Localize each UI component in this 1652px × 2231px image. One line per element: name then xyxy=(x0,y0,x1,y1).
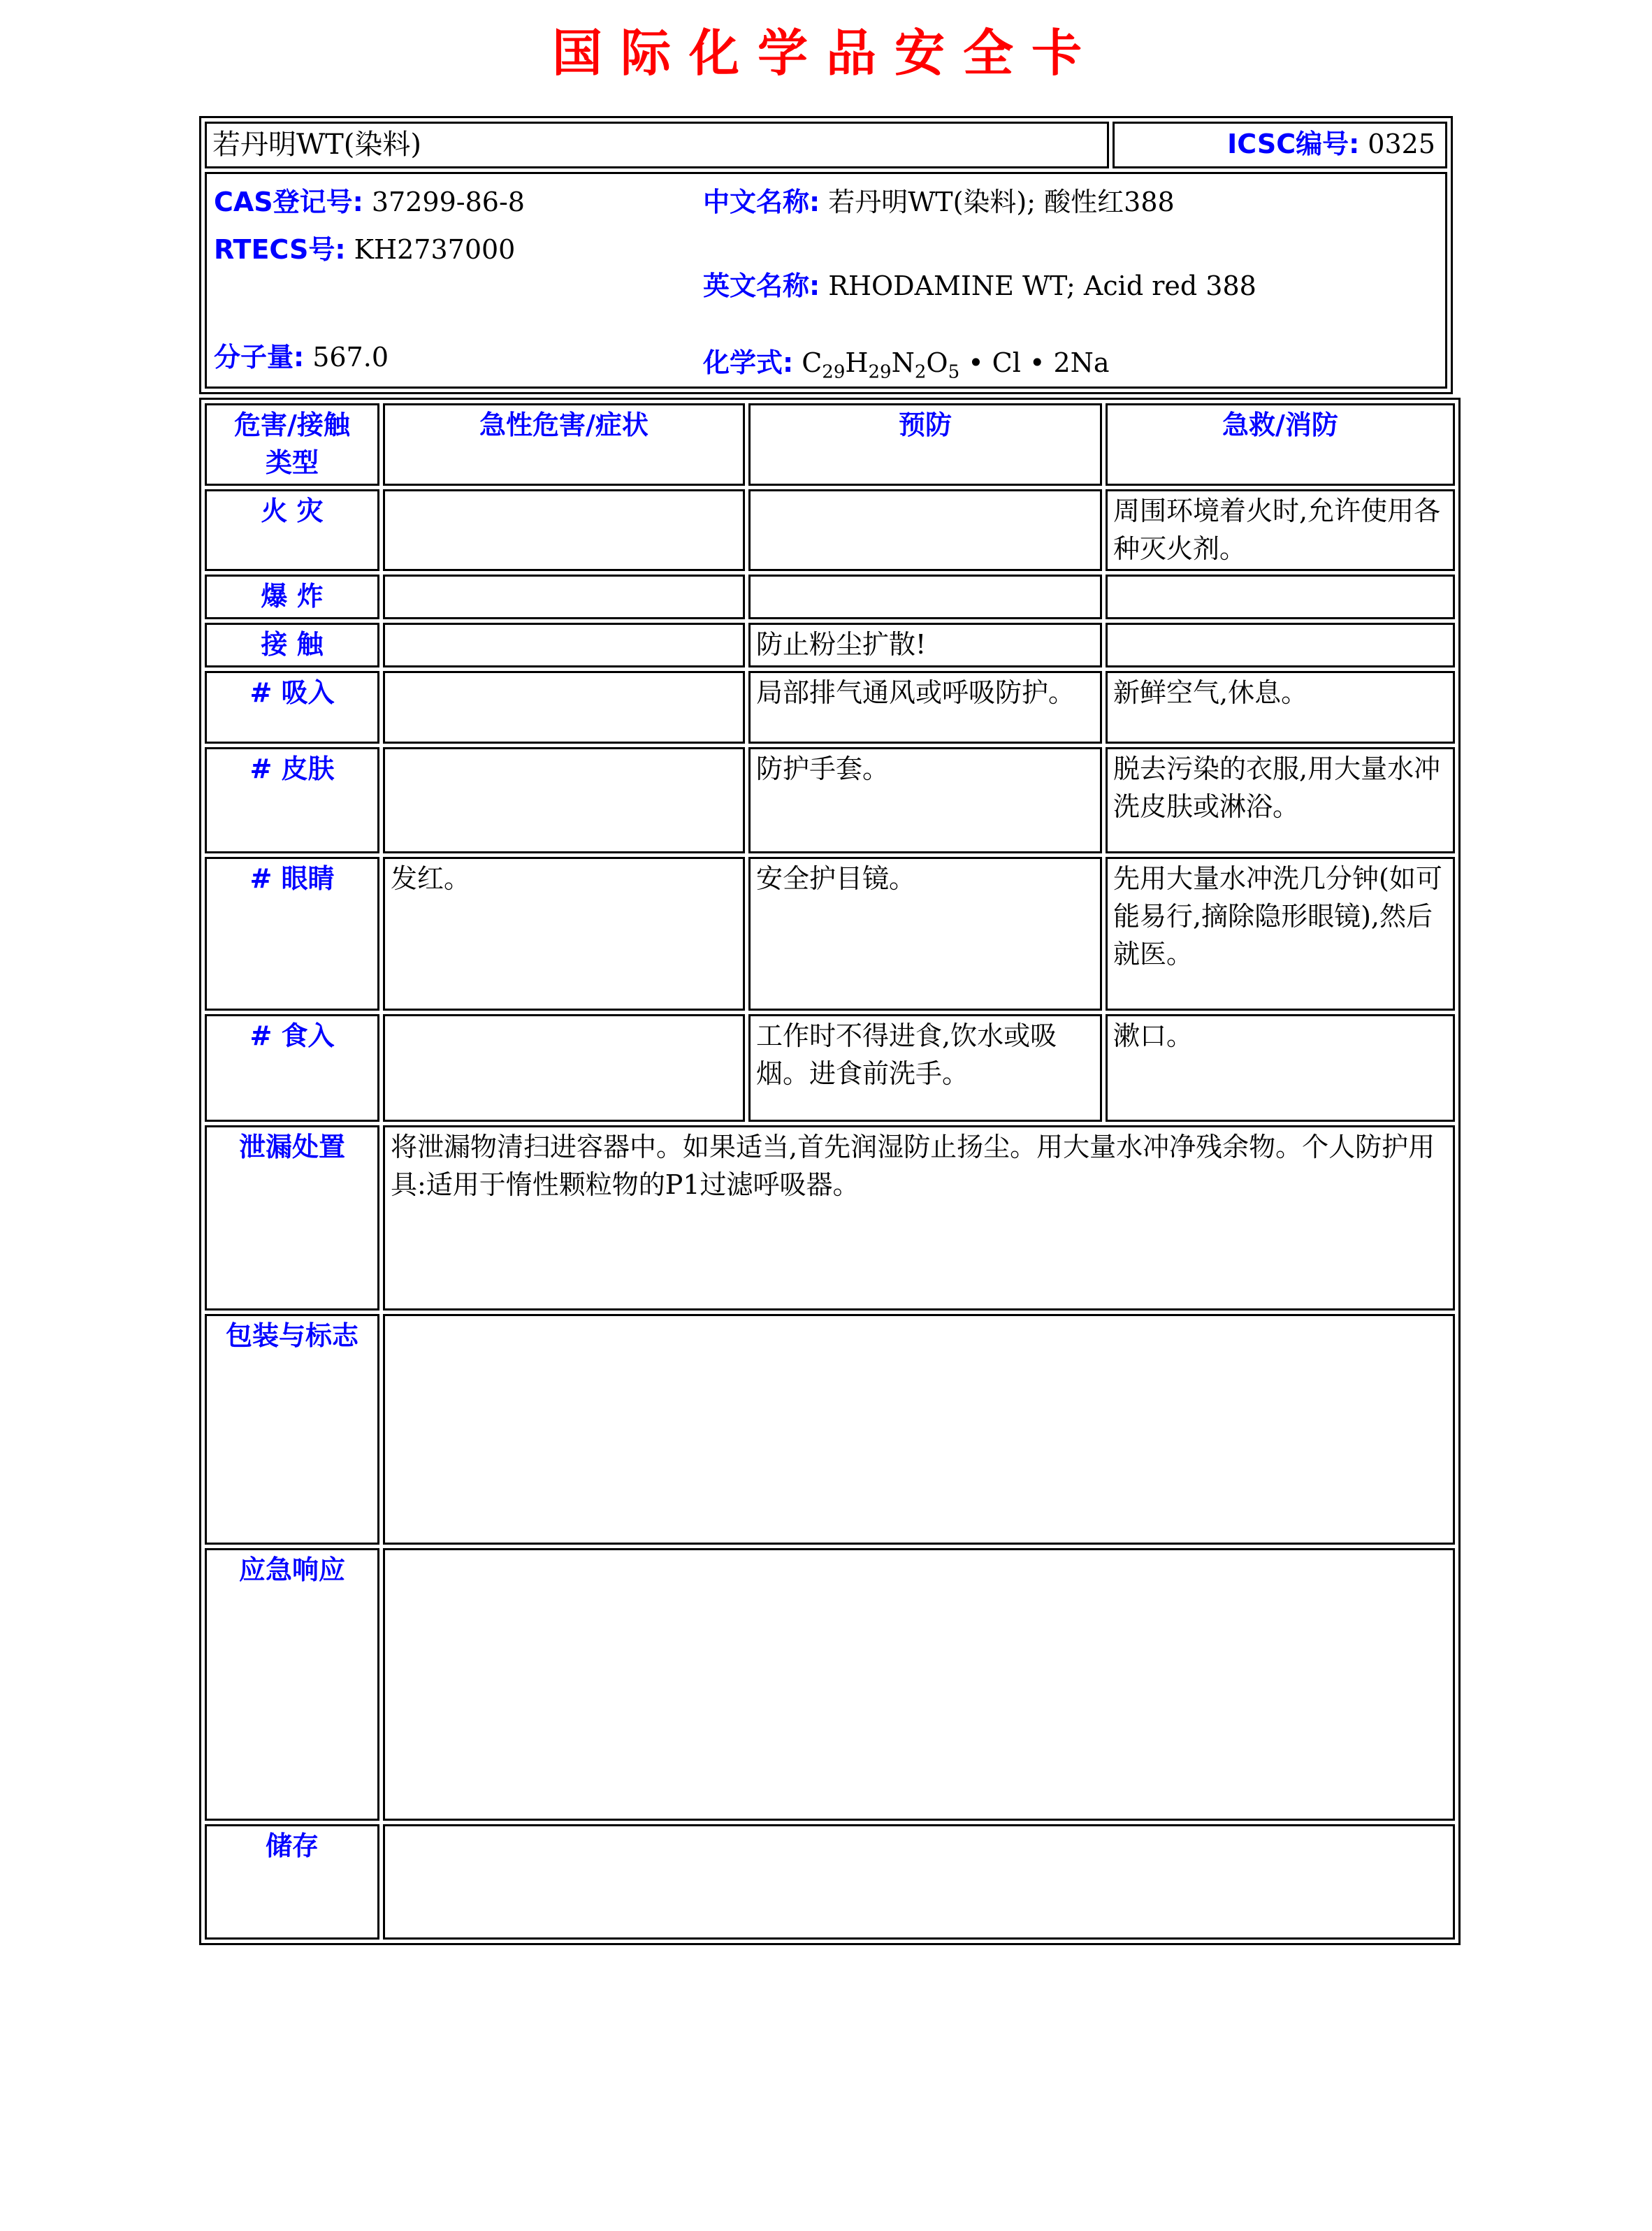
identification-table xyxy=(199,116,1453,394)
cas-label: CAS登记号: xyxy=(214,186,363,217)
cell-explosion-prevention xyxy=(748,575,1102,619)
cell-fire-prevention xyxy=(748,489,1102,572)
row-label-packaging: 包装与标志 xyxy=(205,1314,379,1545)
product-name: 若丹明WT(染料) xyxy=(205,122,1109,168)
rtecs-value: KH2737000 xyxy=(354,233,516,265)
cell-eyes-symptoms: 发红。 xyxy=(383,857,745,1011)
cell-emergency-response-content xyxy=(383,1548,1455,1821)
identifiers-right-column xyxy=(703,178,1438,382)
cell-explosion-first-aid xyxy=(1106,575,1455,619)
identifiers-cell xyxy=(205,172,1447,389)
chinese-name-value: 若丹明WT(染料); 酸性红388 xyxy=(828,186,1175,217)
row-label-fire: 火 灾 xyxy=(205,489,379,572)
cell-exposure-first-aid xyxy=(1106,623,1455,667)
row-label-storage: 储存 xyxy=(205,1824,379,1940)
row-label-ingestion: # 食入 xyxy=(205,1014,379,1122)
cell-exposure-prevention: 防止粉尘扩散! xyxy=(748,623,1102,667)
identifiers-left-column xyxy=(214,178,703,382)
cell-fire-symptoms xyxy=(383,489,745,572)
row-label-emergency-response: 应急响应 xyxy=(205,1548,379,1821)
hazard-header-row xyxy=(205,403,1455,486)
identifiers-grid xyxy=(214,178,1438,382)
table-row-eyes xyxy=(205,857,1455,1011)
cell-eyes-first-aid: 先用大量水冲洗几分钟(如可能易行,摘除隐形眼镜),然后就医。 xyxy=(1106,857,1455,1011)
col-header-hazard-type-line2: 类型 xyxy=(265,447,319,478)
table-row-explosion xyxy=(205,575,1455,619)
table-row-emergency-response xyxy=(205,1548,1455,1821)
cell-explosion-symptoms xyxy=(383,575,745,619)
english-name-label: 英文名称: xyxy=(703,270,820,301)
cell-ingestion-prevention: 工作时不得进食,饮水或吸烟。进食前洗手。 xyxy=(748,1014,1102,1122)
cas-value: 37299-86-8 xyxy=(371,186,525,217)
cell-skin-first-aid: 脱去污染的衣服,用大量水冲洗皮肤或淋浴。 xyxy=(1106,747,1455,853)
cell-ingestion-first-aid: 漱口。 xyxy=(1106,1014,1455,1122)
formula-line xyxy=(703,345,1438,382)
chinese-name-line xyxy=(703,184,1438,222)
row-label-spillage: 泄漏处置 xyxy=(205,1125,379,1311)
cell-skin-prevention: 防护手套。 xyxy=(748,747,1102,853)
icsc-label: ICSC编号: xyxy=(1227,129,1360,160)
table-row-skin xyxy=(205,747,1455,853)
english-name-line xyxy=(703,268,1438,305)
row-label-eyes: # 眼睛 xyxy=(205,857,379,1011)
col-header-hazard-type-line1: 危害/接触 xyxy=(234,409,350,440)
col-header-hazard-type xyxy=(205,403,379,486)
col-header-symptoms: 急性危害/症状 xyxy=(383,403,745,486)
row-label-skin: # 皮肤 xyxy=(205,747,379,853)
table-row-ingestion xyxy=(205,1014,1455,1122)
table-row-inhalation xyxy=(205,671,1455,744)
formula-label: 化学式: xyxy=(703,347,794,378)
cell-inhalation-prevention: 局部排气通风或呼吸防护。 xyxy=(748,671,1102,744)
safety-card-sheet xyxy=(199,13,1453,1945)
cell-storage-content xyxy=(383,1824,1455,1940)
cell-inhalation-symptoms xyxy=(383,671,745,744)
rtecs-line xyxy=(214,231,703,269)
cell-skin-symptoms xyxy=(383,747,745,853)
col-header-prevention: 预防 xyxy=(748,403,1102,486)
cell-fire-first-aid: 周围环境着火时,允许使用各种灭火剂。 xyxy=(1106,489,1455,572)
table-row-packaging xyxy=(205,1314,1455,1545)
chinese-name-label: 中文名称: xyxy=(703,186,820,217)
cell-eyes-prevention: 安全护目镜。 xyxy=(748,857,1102,1011)
row-label-explosion: 爆 炸 xyxy=(205,575,379,619)
molecular-weight-line xyxy=(214,339,703,377)
page-title: 国际化学品安全卡 xyxy=(551,23,1100,82)
molecular-weight-value: 567.0 xyxy=(312,341,389,373)
icsc-number: 0325 xyxy=(1368,129,1435,160)
molecular-weight-label: 分子量: xyxy=(214,341,305,373)
cell-spillage-content: 将泄漏物清扫进容器中。如果适当,首先润湿防止扬尘。用大量水冲净残余物。个人防护用具:适用于惰性颗粒物的P1过滤呼吸器。 xyxy=(383,1125,1455,1311)
hazard-table xyxy=(199,398,1461,1946)
col-header-first-aid: 急救/消防 xyxy=(1106,403,1455,486)
table-row-spillage xyxy=(205,1125,1455,1311)
table-row-fire xyxy=(205,489,1455,572)
icsc-number-cell xyxy=(1113,122,1447,168)
cell-inhalation-first-aid: 新鲜空气,休息。 xyxy=(1106,671,1455,744)
row-label-exposure: 接 触 xyxy=(205,623,379,667)
cell-ingestion-symptoms xyxy=(383,1014,745,1122)
chemical-formula-value: $C_{29}H_{29}N_2O_5$ • Cl • 2Na xyxy=(802,347,1110,383)
table-row-exposure xyxy=(205,623,1455,667)
cell-exposure-symptoms xyxy=(383,623,745,667)
row-label-inhalation: # 吸入 xyxy=(205,671,379,744)
cell-packaging-content xyxy=(383,1314,1455,1545)
cas-line xyxy=(214,184,703,222)
table-row-storage xyxy=(205,1824,1455,1940)
english-name-value: RHODAMINE WT; Acid red 388 xyxy=(828,270,1256,301)
rtecs-label: RTECS号: xyxy=(214,233,346,265)
